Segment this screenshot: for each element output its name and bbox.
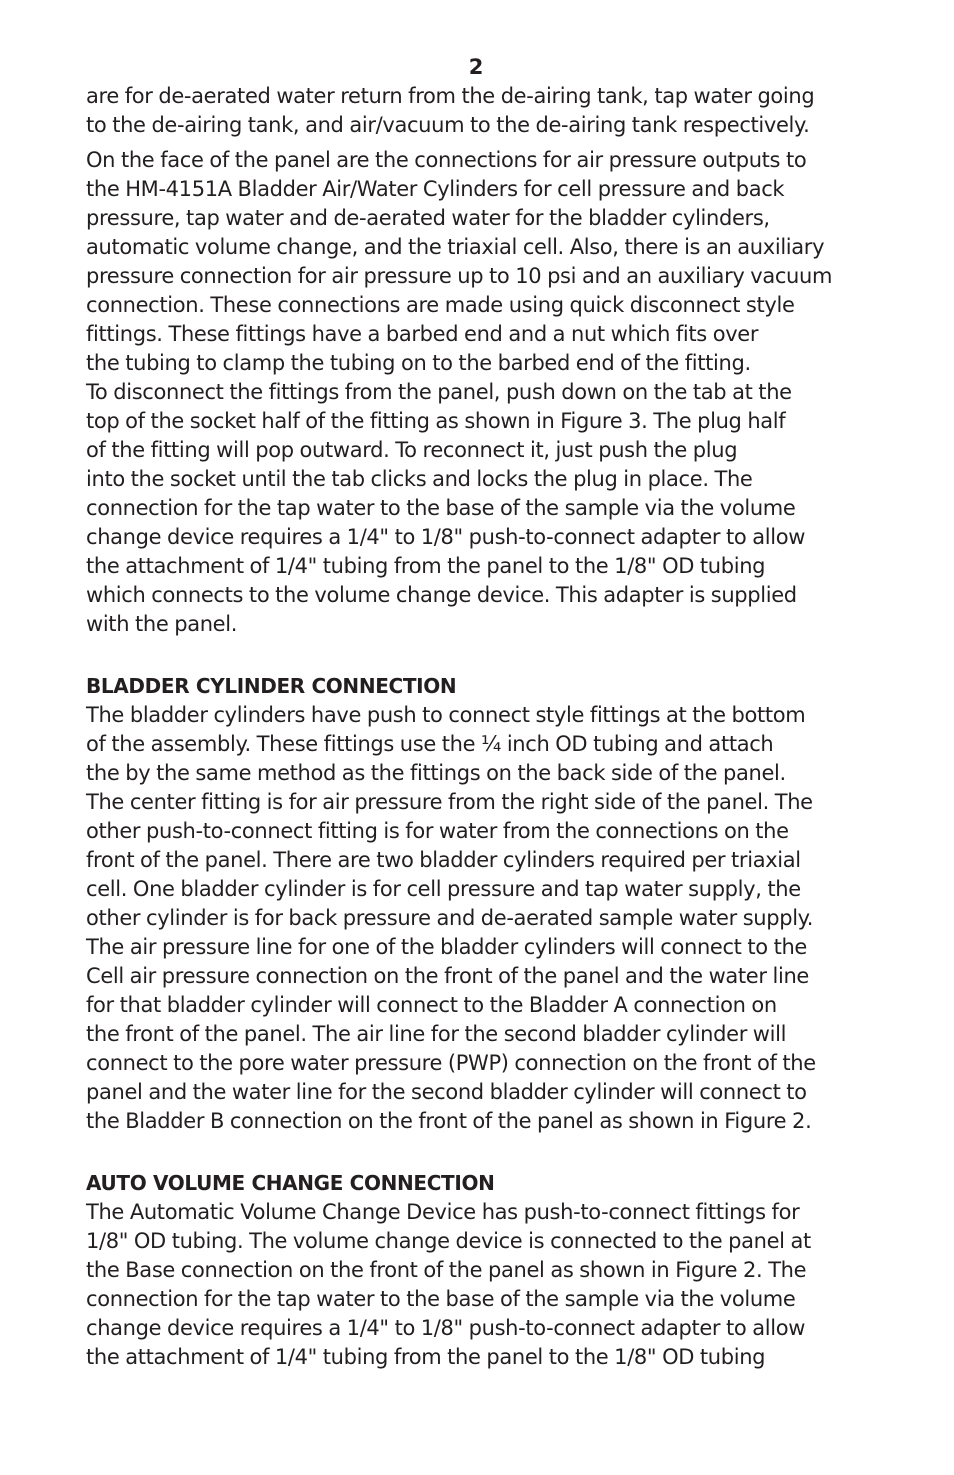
paragraph-line: 1/8" OD tubing. The volume change device is connected to the panel at	[86, 1229, 811, 1253]
paragraph-line: top of the socket half of the fitting as shown in Figure 3. The plug half	[86, 409, 786, 433]
paragraph-line: the Bladder B connection on the front of the panel as shown in Figure 2.	[86, 1109, 812, 1133]
paragraph-line: other push-to-connect fitting is for water from the connections on the	[86, 819, 789, 843]
page-number: 2	[468, 55, 484, 79]
paragraph-line: cell. One bladder cylinder is for cell pressure and tap water supply, the	[86, 877, 801, 901]
paragraph-line: connection. These connections are made using quick disconnect style	[86, 293, 795, 317]
paragraph-line: other cylinder is for back pressure and de-aerated sample water supply.	[86, 906, 814, 930]
paragraph-line: panel and the water line for the second bladder cylinder will connect to	[86, 1080, 807, 1104]
paragraph-line: the attachment of 1/4" tubing from the panel to the 1/8" OD tubing	[86, 554, 766, 578]
paragraph-line: the tubing to clamp the tubing on to the barbed end of the fitting.	[86, 351, 751, 375]
paragraph-line: connection for the tap water to the base of the sample via the volume	[86, 496, 796, 520]
paragraph-line: The Automatic Volume Change Device has push-to-connect fittings for	[86, 1200, 800, 1224]
paragraph-line: with the panel.	[86, 612, 238, 636]
section-heading-bladder: BLADDER CYLINDER CONNECTION	[86, 674, 457, 698]
paragraph-line: the Base connection on the front of the panel as shown in Figure 2. The	[86, 1258, 807, 1282]
paragraph-line: the attachment of 1/4" tubing from the panel to the 1/8" OD tubing	[86, 1345, 766, 1369]
intro-paragraph	[86, 82, 886, 140]
paragraph-line: connection for the tap water to the base of the sample via the volume	[86, 1287, 796, 1311]
paragraph-line: the HM-4151A Bladder Air/Water Cylinders for cell pressure and back	[86, 177, 785, 201]
document-page	[86, 52, 886, 1372]
paragraph-line: The air pressure line for one of the bladder cylinders will connect to the	[86, 935, 807, 959]
paragraph-line: of the assembly. These fittings use the ¼ inch OD tubing and attach	[86, 732, 774, 756]
paragraph-line: pressure, tap water and de-aerated water for the bladder cylinders,	[86, 206, 770, 230]
paragraph-line: automatic volume change, and the triaxial cell. Also, there is an auxiliary	[86, 235, 825, 259]
paragraph-line: The center fitting is for air pressure from the right side of the panel. The	[86, 790, 813, 814]
paragraph-line: fittings. These fittings have a barbed end and a nut which fits over	[86, 322, 759, 346]
bladder-paragraph	[86, 701, 886, 1136]
paragraph-line: the front of the panel. The air line for the second bladder cylinder will	[86, 1022, 787, 1046]
paragraph-line: front of the panel. There are two bladder cylinders required per triaxial	[86, 848, 801, 872]
paragraph-line: to the de-airing tank, and air/vacuum to the de-airing tank respectively.	[86, 113, 810, 137]
paragraph-line: Cell air pressure connection on the front of the panel and the water line	[86, 964, 809, 988]
section-heading-auto-volume: AUTO VOLUME CHANGE CONNECTION	[86, 1171, 495, 1195]
paragraph-line: for that bladder cylinder will connect to the Bladder A connection on	[86, 993, 777, 1017]
paragraph-line: into the socket until the tab clicks and locks the plug in place. The	[86, 467, 753, 491]
paragraph-line: connect to the pore water pressure (PWP) connection on the front of the	[86, 1051, 816, 1075]
paragraph-line: change device requires a 1/4" to 1/8" push-to-connect adapter to allow	[86, 525, 806, 549]
paragraph-line: of the fitting will pop outward. To reconnect it, just push the plug	[86, 438, 738, 462]
paragraph-line: are for de-aerated water return from the de-airing tank, tap water going	[86, 84, 815, 108]
paragraph-line: To disconnect the fittings from the panel, push down on the tab at the	[86, 380, 792, 404]
auto-volume-paragraph	[86, 1198, 886, 1372]
paragraph-line: the by the same method as the fittings on the back side of the panel.	[86, 761, 786, 785]
paragraph-line: change device requires a 1/4" to 1/8" push-to-connect adapter to allow	[86, 1316, 806, 1340]
paragraph-line: pressure connection for air pressure up to 10 psi and an auxiliary vacuum	[86, 264, 833, 288]
paragraph-line: which connects to the volume change device. This adapter is supplied	[86, 583, 797, 607]
panel-connections-paragraph	[86, 146, 886, 639]
paragraph-line: The bladder cylinders have push to connect style fittings at the bottom	[86, 703, 806, 727]
paragraph-line: On the face of the panel are the connections for air pressure outputs to	[86, 148, 807, 172]
